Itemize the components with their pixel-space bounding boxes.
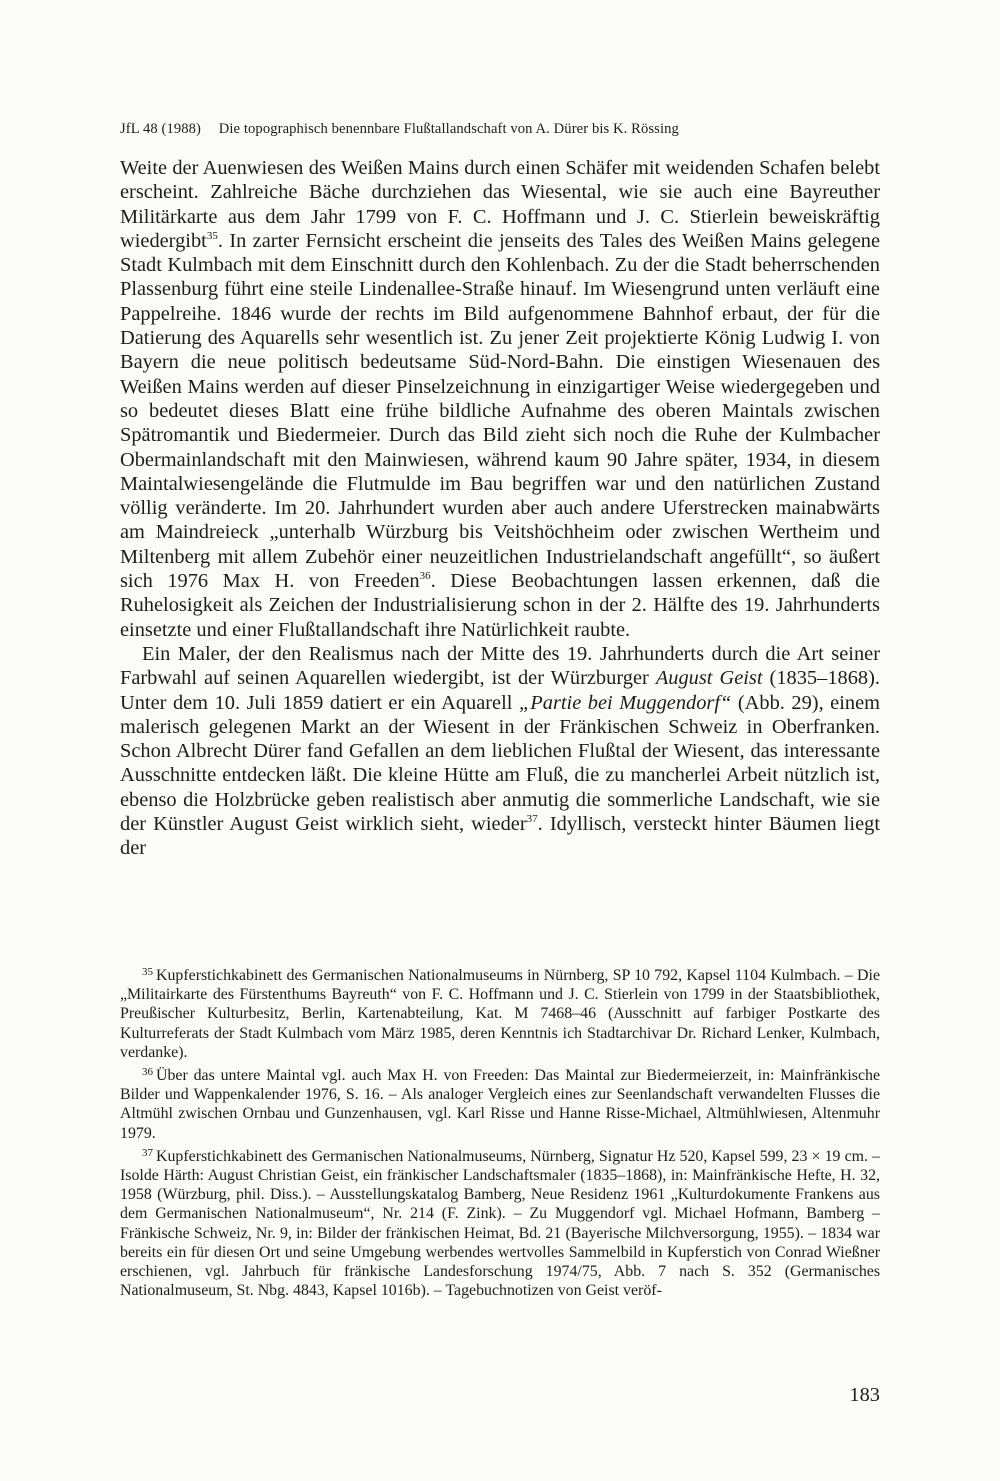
artist-name: August Geist <box>655 667 763 690</box>
artwork-title: „Partie bei Muggendorf“ <box>518 691 732 714</box>
text-run: (1835–1868). Unter dem 10. Juli 1859 datiert er ein Aquarell <box>120 667 880 714</box>
journal-reference: JfL 48 (1988) <box>120 121 202 137</box>
running-header <box>120 121 880 138</box>
text-run: (Abb. 29), einem malerisch gelegenen Markt an der Wiesent in der Fränkischen Schweiz in Oberfranken. Schon Albrecht Dürer fand Gefallen an dem lieblichen Flußtal der Wiesent, das interessante Ausschnitte entdecken läßt. Die kleine Hütte am Fluß, die zu mancherlei Arbeit nützlich ist, ebenso die Holzbrücke geben realistisch aber anmutig die sommerliche Landschaft, wie sie der Künstler August Geist wirklich sieht, wieder <box>120 691 881 836</box>
footnote-text: Über das untere Maintal vgl. auch Max H. von Freeden: Das Maintal zur Biedermeierzeit, in: Mainfränkische Bilder und Wappenkalender 1976, S. 16. – Als analoger Vergleich eines zur Seenlandschaft verwandelten Flusses die Altmühl zwischen Ornbau und Gunzenhausen, vgl. Karl Risse und Hanne Risse-Michael, Altmühlwiesen, Altenmuhr 1979. <box>120 1067 880 1142</box>
footnote-number: 37 <box>142 1146 153 1159</box>
page-number: 183 <box>849 1384 880 1406</box>
text-run: . Diese Beobachtungen lassen erkennen, daß die Ruhelosigkeit als Zeichen der Industrialisierung schon in der 2. Hälfte des 19. Jahrhunderts einsetzte und einer Flußtallandschaft ihre Natürlichkeit raubte. <box>120 570 880 641</box>
footnote <box>120 1147 880 1301</box>
footnote-reference: 35 <box>206 229 218 242</box>
footnote-text: Kupferstichkabinett des Germanischen Nationalmuseums in Nürnberg, SP 10 792, Kapsel 1104 Kulmbach. – Die „Militairkarte des Fürstenthums Bayreuth“ von F. C. Hoffmann und J. C. Stierlein von 1799 in der Staatsbibliothek, Preußischer Kulturbesitz, Berlin, Kartenabteilung, Kat. M 7468–46 (Ausschnitt auf farbiger Postkarte des Kulturreferats der Stadt Kulmbach vom März 1985, deren Kenntnis ich Stadtarchivar Dr. Richard Lenker, Kulmbach, verdanke). <box>120 967 880 1061</box>
footnote-number: 36 <box>142 1066 153 1079</box>
footnote-number: 35 <box>142 966 153 978</box>
text-run: Ein Maler, der den Realismus nach der Mitte des 19. Jahrhunderts durch die Art seiner Farbwahl auf seinen Aquarellen wiedergibt, ist der Würzburger <box>120 642 880 690</box>
footnote-reference: 37 <box>526 813 538 826</box>
text-run: . Idyllisch, versteckt hinter Bäumen liegt der <box>120 813 880 860</box>
footnotes <box>120 966 880 1304</box>
paragraph <box>120 642 880 861</box>
footnote-reference: 36 <box>419 570 431 583</box>
running-title: Die topographisch benennbare Flußtallandschaft von A. Dürer bis K. Rössing <box>218 121 679 137</box>
text-run: Weite der Auenwiesen des Weißen Mains durch einen Schäfer mit weidenden Schafen belebt erscheint. Zahlreiche Bäche durchziehen das Wiesental, wie sie auch eine Bayreuther Militärkarte aus dem Jahr 1799 von F. C. Hoffmann und J. C. Stierlein beweiskräftig wiedergibt <box>120 157 880 252</box>
footnote <box>120 966 880 1062</box>
paragraph <box>120 156 880 642</box>
main-text <box>120 156 880 861</box>
text-run: . In zarter Fernsicht erscheint die jenseits des Tales des Weißen Mains gelegene Stadt Kulmbach mit dem Einschnitt durch den Kohlenbach. Zu der die Stadt beherrschenden Plassenburg führt eine steile Lindenallee-Straße hinauf. Im Wiesengrund unten verläuft eine Pappelreihe. 1846 wurde der rechts im Bild aufgenommene Bahnhof erbaut, der für die Datierung des Aquarells sehr wesentlich ist. Zu jener Zeit projektierte König Ludwig I. von Bayern die neue politisch bedeutsame Süd-Nord-Bahn. Die einstigen Wiesenauen des Weißen Mains werden auf dieser Pinselzeichnung in einzigartiger Weise wiedergegeben und so bedeutet dieses Blatt eine frühe bildliche Aufnahme des oberen Maintals zwischen Spätromantik und Biedermeier. Durch das Bild zieht sich noch die Ruhe der Kulmbacher Obermainlandschaft mit den Mainwiesen, während kaum 90 Jahre später, 1934, in diesem Maintalwiesengelände die Flutmulde im Bau begriffen war und den natürlichen Zustand völlig veränderte. Im 20. Jahrhundert wurden aber auch andere Uferstrecken mainabwärts am Maindreieck „unterhalb Würzburg bis Veitshöchheim oder zwischen Wertheim und Miltenberg mit allem Zubehör einer neuzeitlichen Industrielandschaft angefüllt“, so äußert sich 1976 Max H. von Freeden <box>120 229 880 593</box>
footnote <box>120 1066 880 1143</box>
footnote-text: Kupferstichkabinett des Germanischen Nationalmuseums, Nürnberg, Signatur Hz 520, Kapsel 599, 23 × 19 cm. – Isolde Härth: August Christian Geist, ein fränkischer Landschaftsmaler (1835–1868), in: Mainfränkische Hefte, H. 32, 1958 (Würzburg, phil. Diss.). – Ausstellungskatalog Bamberg, Neue Residenz 1961 „Kulturdokumente Frankens aus dem Germanischen Nationalmuseum“, Nr. 214 (F. Zink). – Zu Muggendorf vgl. Michael Hofmann, Bamberg – Fränkische Schweiz, Nr. 9, in: Bilder der fränkischen Heimat, Bd. 21 (Bayerische Milchversorgung, 1955). – 1834 war bereits ein für diesen Ort und seine Umgebung werbendes wertvolles Sammelbild in Kupferstich von Conrad Wießner erschienen, vgl. Jahrbuch für fränkische Landesforschung 1974/75, Abb. 7 nach S. 352 (Germanisches Nationalmuseum, St. Nbg. 4843, Kapsel 1016b). – Tagebuchnotizen von Geist veröf- <box>120 1147 880 1300</box>
